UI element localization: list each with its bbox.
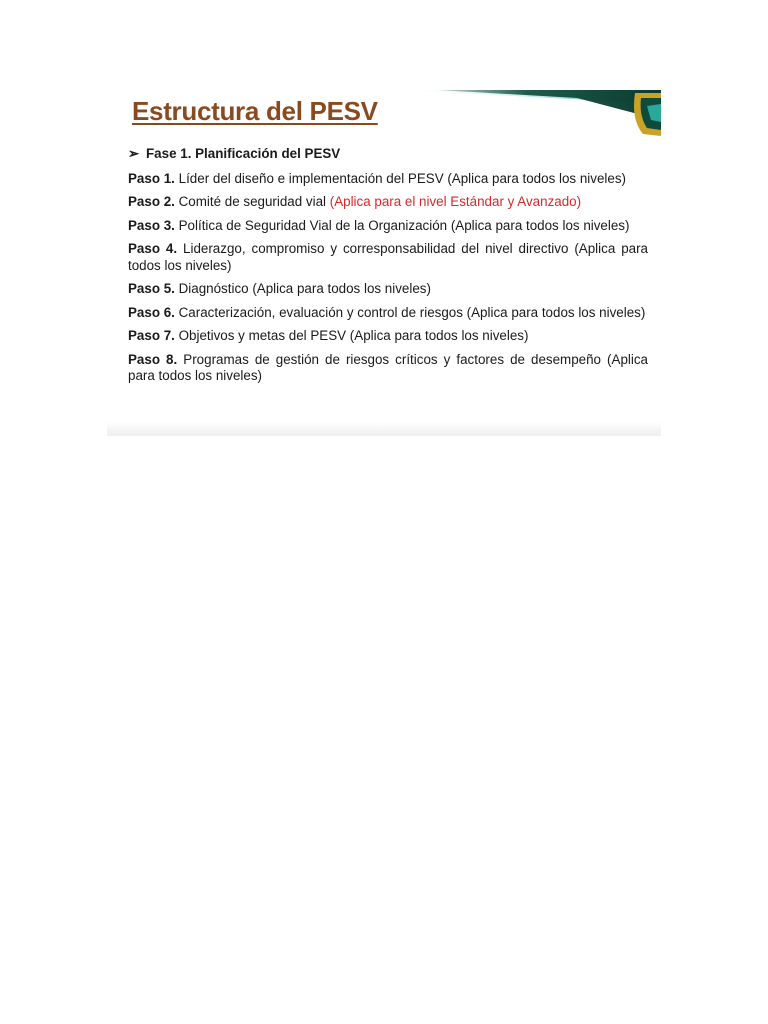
step-2 — [128, 194, 648, 211]
slide-title: Estructura del PESV — [132, 96, 378, 126]
slide-bottom-shade — [107, 422, 661, 436]
step-text: Líder del diseño e implementación del PESV (Aplica para todos los niveles) — [174, 170, 626, 186]
emblem-logo-icon — [634, 93, 661, 136]
step-8 — [128, 352, 648, 385]
step-5 — [128, 281, 648, 298]
step-6 — [128, 305, 648, 322]
step-1 — [128, 171, 648, 188]
step-4 — [128, 241, 648, 274]
step-text: Caracterización, evaluación y control de riesgos (Aplica para todos los niveles) — [174, 304, 646, 320]
step-7 — [128, 328, 648, 345]
step-text: Comité de seguridad vial — [174, 194, 330, 209]
step-text: Objetivos y metas del PESV (Aplica para todos los niveles) — [174, 328, 529, 343]
step-text: Programas de gestión de riesgos críticos y factores de desempeño (Aplica para todos los niveles) — [128, 351, 648, 383]
step-label: Paso 7. — [128, 328, 175, 343]
step-text: Liderazgo, compromiso y corresponsabilidad del nivel directivo (Aplica para todos los niveles) — [128, 241, 648, 273]
phase-label: Fase 1. Planificación del PESV — [146, 146, 341, 161]
step-label: Paso 4. — [128, 241, 178, 256]
step-text: Política de Seguridad Vial de la Organización (Aplica para todos los niveles) — [174, 217, 630, 233]
slide — [107, 90, 661, 436]
step-label: Paso 2. — [128, 194, 175, 209]
banner-green-band — [437, 90, 661, 120]
step-level-note: (Aplica para el nivel Estándar y Avanzado) — [329, 194, 582, 209]
step-label: Paso 5. — [128, 281, 175, 296]
step-label: Paso 6. — [128, 304, 175, 320]
arrow-bullet-icon: ➢ — [128, 146, 140, 161]
step-3 — [128, 218, 648, 235]
step-text: Diagnóstico (Aplica para todos los niveles) — [174, 281, 431, 296]
phase-heading — [128, 146, 648, 163]
step-label: Paso 1. — [128, 170, 175, 186]
slide-content — [128, 146, 648, 392]
step-label: Paso 8. — [128, 351, 178, 367]
step-label: Paso 3. — [128, 217, 175, 233]
